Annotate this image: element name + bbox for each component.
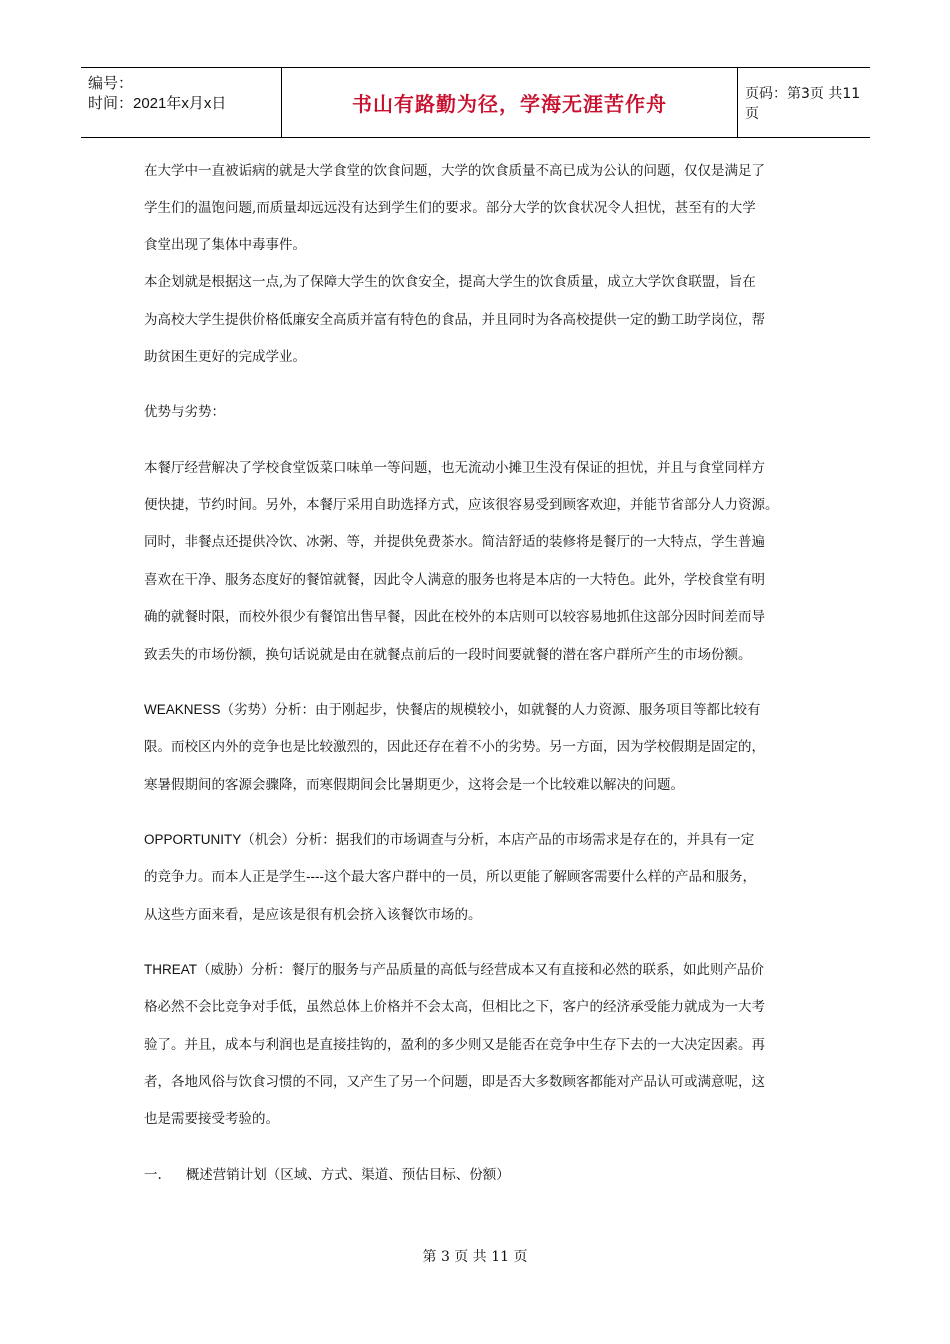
weakness-line: 寒暑假期间的客源会骤降，而寒假期间会比暑期更少，这将会是一个比较难以解决的问题。	[144, 777, 684, 793]
strength-line: 便快捷，节约时间。另外，本餐厅采用自助选择方式，应该很容易受到顾客欢迎，并能节省部分人力资源。	[144, 497, 779, 513]
intro-line: 为高校大学生提供价格低廉安全高质并富有特色的食品，并且同时为各高校提供一定的勤工助学岗位，帮	[144, 312, 765, 328]
opportunity-dash: ----	[306, 869, 324, 884]
opportunity-line	[144, 868, 756, 886]
opportunity-line	[144, 831, 754, 849]
opportunity-line: 从这些方面来看，是应该是很有机会挤入该餐饮市场的。	[144, 907, 482, 923]
threat-line	[144, 961, 764, 979]
opportunity-text: （机会）分析：据我们的市场调查与分析，本店产品的市场需求是存在的，并具有一定	[241, 832, 755, 848]
opportunity-text: 的竞争力。而本人正是学生	[144, 869, 306, 885]
threat-line: 也是需要接受考验的。	[144, 1111, 279, 1127]
threat-line: 格必然不会比竞争对手低，虽然总体上价格并不会太高，但相比之下，客户的经济承受能力就成为一大考	[144, 999, 765, 1015]
sw-heading: 优势与劣势：	[144, 404, 225, 420]
threat-line: 者，各地风俗与饮食习惯的不同，又产生了另一个问题，即是否大多数顾客都能对产品认可或满意呢，这	[144, 1074, 765, 1090]
intro-line: 学生们的温饱问题,而质量却远远没有达到学生们的要求。部分大学的饮食状况令人担忧，甚至有的大学	[144, 200, 756, 216]
weakness-keyword: WEAKNESS	[144, 702, 221, 717]
weakness-line	[144, 701, 761, 719]
header-motto-cell	[281, 68, 738, 137]
intro-line: 食堂出现了集体中毒事件。	[144, 237, 306, 253]
strength-line: 确的就餐时限，而校外很少有餐馆出售早餐，因此在校外的本店则可以较容易地抓住这部分因时间差而导	[144, 609, 765, 625]
strength-line: 本餐厅经营解决了学校食堂饭菜口味单一等问题，也无流动小摊卫生没有保证的担忧，并且与食堂同样方	[144, 460, 765, 476]
threat-line: 验了。并且，成本与利润也是直接挂钩的，盈利的多少则又是能否在竞争中生存下去的一大决定因素。再	[144, 1037, 765, 1053]
threat-keyword: THREAT	[144, 962, 197, 977]
header-page-info: 页码：第3页 共11页	[745, 85, 861, 122]
doc-number-label: 编号：	[88, 75, 134, 92]
section-number: 一.	[144, 1167, 162, 1183]
strength-line: 喜欢在干净、服务态度好的餐馆就餐，因此令人满意的服务也将是本店的一大特色。此外，学校食堂有明	[144, 572, 765, 588]
weakness-text: （劣势）分析：由于刚起步，快餐店的规模较小，如就餐的人力资源、服务项目等都比较有	[220, 702, 761, 718]
intro-line: 在大学中一直被诟病的就是大学食堂的饮食问题，大学的饮食质量不高已成为公认的问题，仅仅是满足了	[144, 163, 765, 179]
page-header	[81, 67, 870, 138]
intro-line: 本企划就是根据这一点,为了保障大学生的饮食安全，提高大学生的饮食质量，成立大学饮食联盟，旨在	[144, 274, 756, 290]
opportunity-keyword: OPPORTUNITY	[144, 832, 242, 847]
intro-line: 助贫困生更好的完成学业。	[144, 349, 306, 365]
weakness-line: 限。而校区内外的竞争也是比较激烈的，因此还存在着不小的劣势。另一方面，因为学校假期是固定的，	[144, 739, 765, 755]
section-title: 概述营销计划（区域、方式、渠道、预估目标、份额）	[185, 1167, 510, 1183]
doc-date-label: 时间：2021年x月x日	[88, 95, 227, 112]
strength-line: 同时，非餐点还提供冷饮、冰粥、等，并提供免费茶水。简洁舒适的装修将是餐厅的一大特点，学生普遍	[144, 534, 765, 550]
header-motto: 书山有路勤为径，学海无涯苦作舟	[352, 92, 667, 116]
threat-text: （威胁）分析：餐厅的服务与产品质量的高低与经营成本又有直接和必然的联系，如此则产品价	[197, 962, 764, 978]
opportunity-text: 这个最大客户群中的一员，所以更能了解顾客需要什么样的产品和服务，	[323, 869, 756, 885]
page-footer: 第 3 页 共 11 页	[422, 1249, 528, 1265]
section-heading	[144, 1166, 510, 1184]
strength-line: 致丢失的市场份额，换句话说就是由在就餐点前后的一段时间要就餐的潜在客户群所产生的市场份额。	[144, 647, 752, 663]
header-meta	[81, 68, 281, 137]
